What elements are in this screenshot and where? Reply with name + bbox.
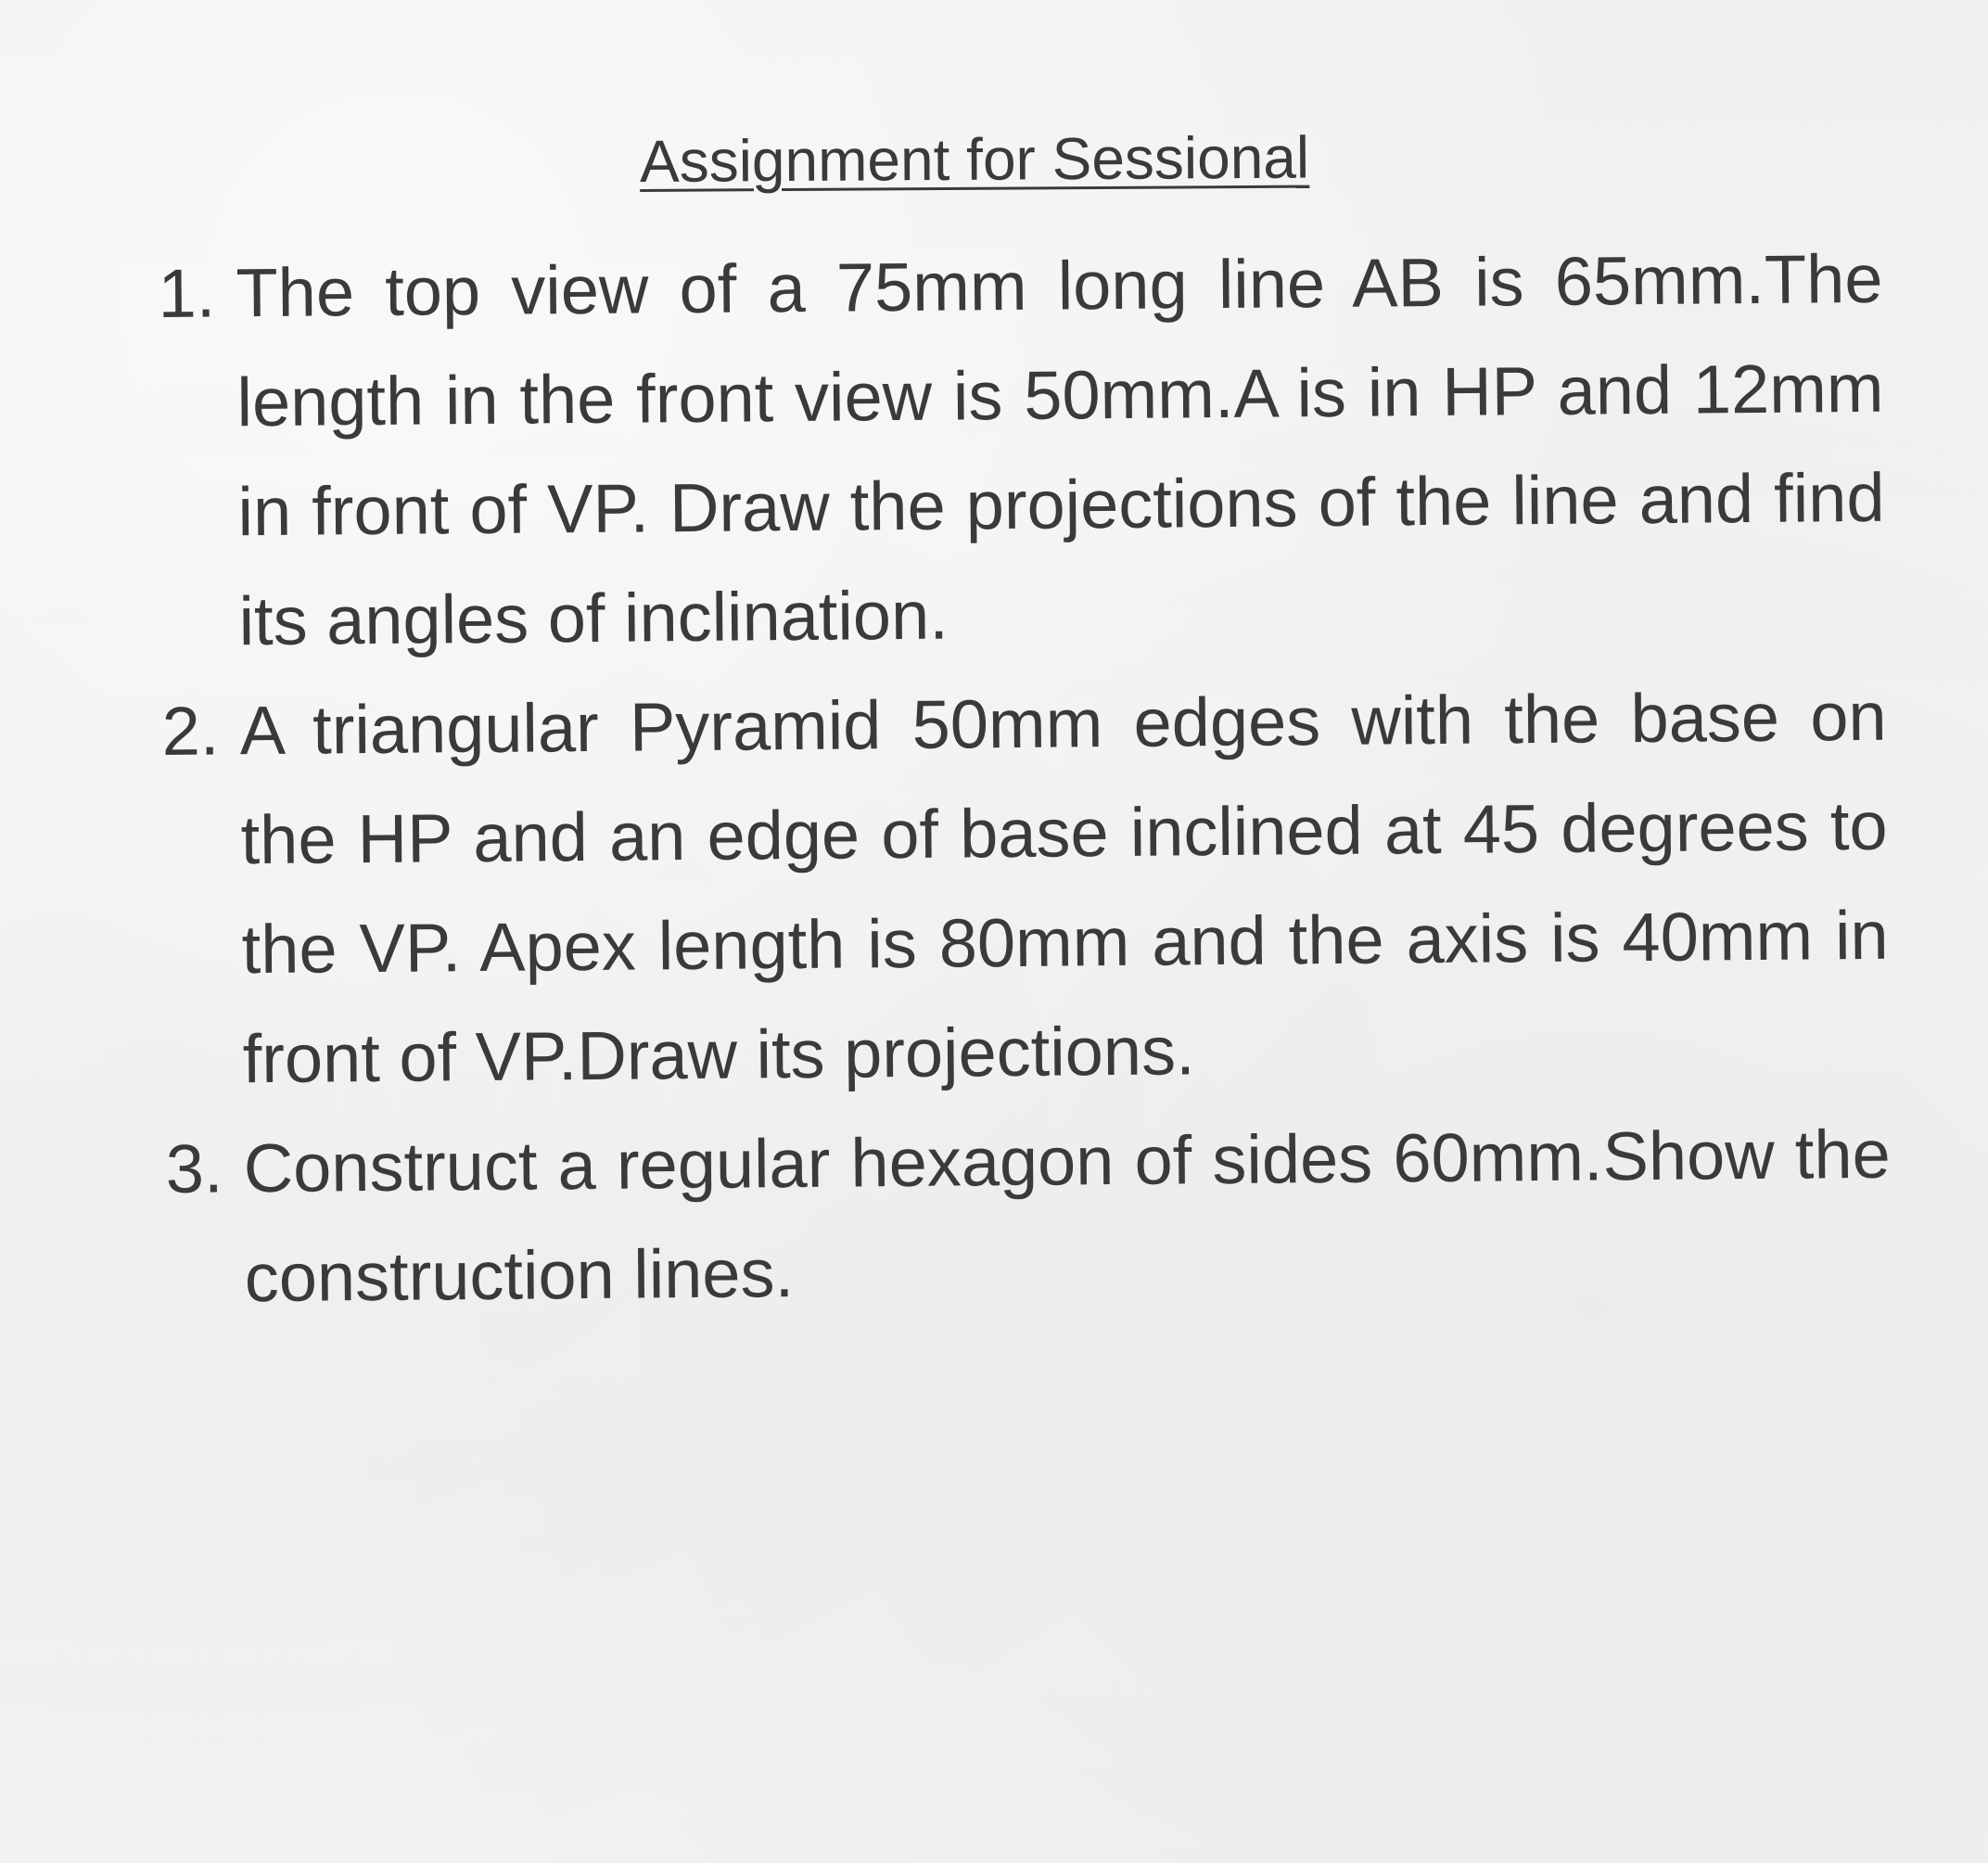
question-number: 2. xyxy=(161,692,220,770)
question-text: Construct a regular hexagon of sides 60mm.Show the construction lines. xyxy=(243,1115,1892,1317)
question-list xyxy=(158,224,1892,1333)
question-number: 1. xyxy=(158,254,216,332)
document-title: Assignment for Sessional xyxy=(639,123,1310,195)
question-text: A triangular Pyramid 50mm edges with the base on the HP and an edge of base inclined at 45 degrees to the VP. Apex length is 80mm and the axis is 40mm in front of VP.Draw its projections. xyxy=(239,677,1889,1098)
question-number: 3. xyxy=(165,1129,223,1207)
question-item-3 xyxy=(165,1100,1892,1333)
question-item-2 xyxy=(161,662,1890,1115)
question-item-1 xyxy=(158,224,1886,677)
question-text: The top view of a 75mm long line AB is 65mm.The length in the front view is 50mm.A is in HP and 12mm in front of VP. Draw the projections of the line and find its angles of inclination. xyxy=(236,239,1885,660)
